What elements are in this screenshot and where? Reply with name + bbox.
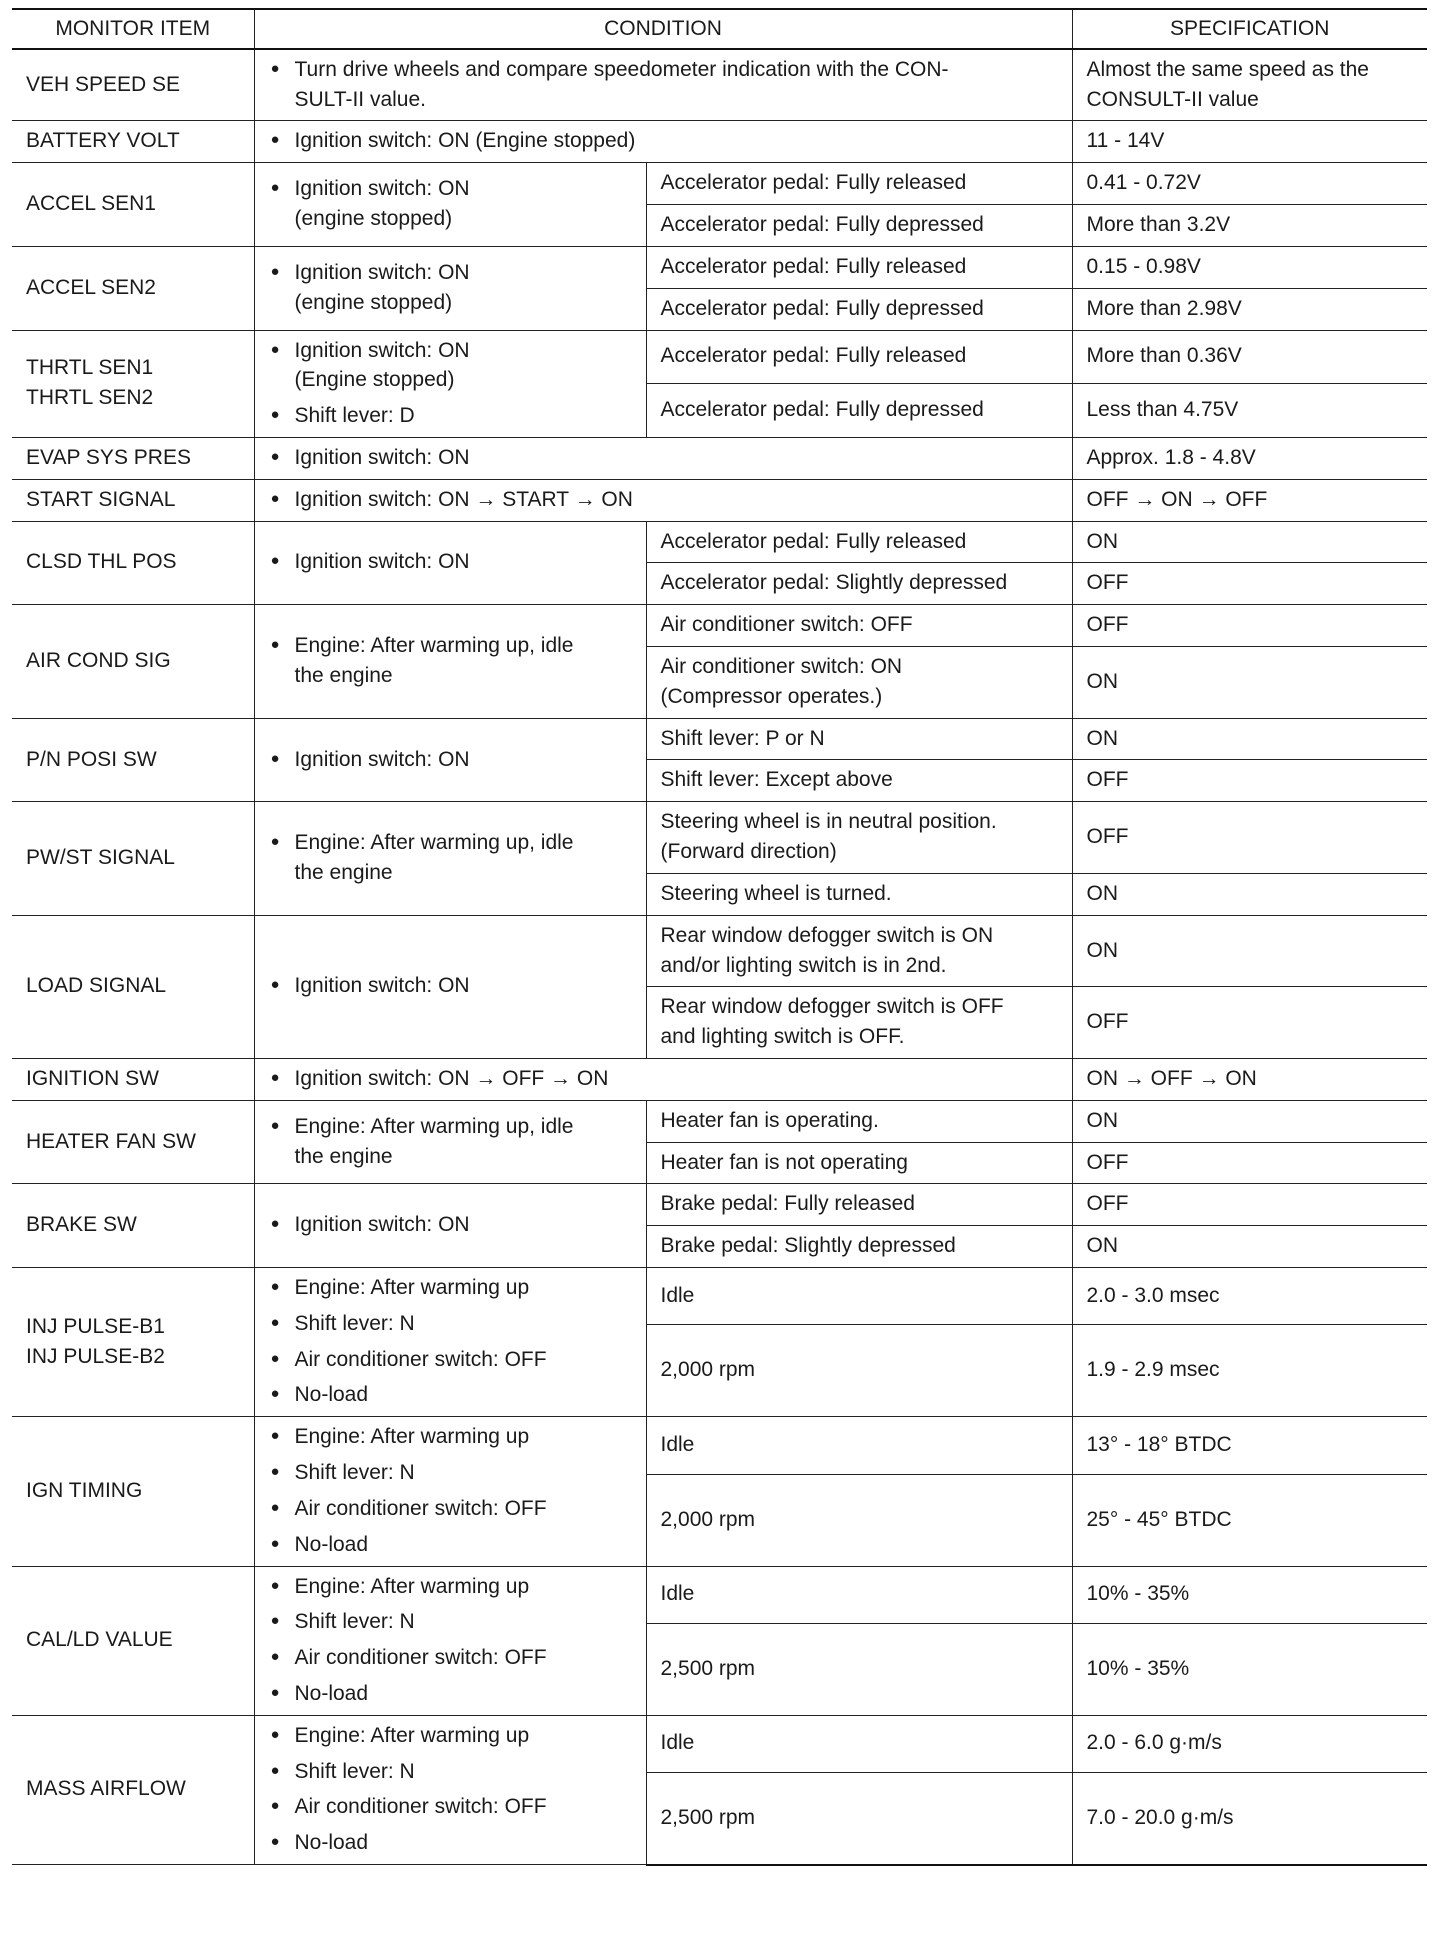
condition-cell xyxy=(254,121,1072,163)
sub-condition: Accelerator pedal: Fully depressed xyxy=(646,205,1072,247)
condition-cell xyxy=(254,437,1072,479)
condition-bullet: ● Air conditioner switch: OFF xyxy=(269,1345,632,1375)
condition-list xyxy=(269,174,632,234)
specification: ON xyxy=(1072,915,1427,987)
table-row xyxy=(12,521,1427,563)
condition-cell xyxy=(254,49,1072,121)
sub-condition: 2,000 rpm xyxy=(646,1325,1072,1417)
condition-cell xyxy=(254,163,646,247)
sub-condition: Brake pedal: Slightly depressed xyxy=(646,1226,1072,1268)
table-row xyxy=(12,605,1427,647)
condition-list xyxy=(269,336,632,431)
sub-condition: Heater fan is not operating xyxy=(646,1142,1072,1184)
monitor-item: CLSD THL POS xyxy=(12,521,254,605)
condition-list xyxy=(269,1112,632,1172)
condition-cell xyxy=(254,1184,646,1268)
condition-list xyxy=(269,485,1058,515)
sub-condition: Accelerator pedal: Slightly depressed xyxy=(646,563,1072,605)
specification: OFF xyxy=(1072,802,1427,874)
condition-bullet: ● Engine: After warming up xyxy=(269,1721,632,1751)
specification: ON xyxy=(1072,1100,1427,1142)
table-row xyxy=(12,1566,1427,1623)
sub-condition: Steering wheel is turned. xyxy=(646,873,1072,915)
condition-bullet: ● Ignition switch: ON (Engine stopped) xyxy=(269,126,1058,156)
condition-list xyxy=(269,828,632,888)
table-row xyxy=(12,330,1427,384)
condition-bullet: ● Shift lever: N xyxy=(269,1309,632,1339)
sub-condition: 2,500 rpm xyxy=(646,1772,1072,1865)
table-row xyxy=(12,1715,1427,1772)
condition-bullet: ● Ignition switch: ON xyxy=(269,971,632,1001)
condition-bullet: ● Ignition switch: ON xyxy=(269,443,1058,473)
condition-cell xyxy=(254,1100,646,1184)
specification: OFF → ON → OFF xyxy=(1072,479,1427,521)
sub-condition: Idle xyxy=(646,1715,1072,1772)
condition-bullet: ● Air conditioner switch: OFF xyxy=(269,1792,632,1822)
condition-bullet: ● No-load xyxy=(269,1828,632,1858)
condition-list xyxy=(269,1422,632,1559)
header-monitor-item: MONITOR ITEM xyxy=(12,9,254,49)
monitor-item: THRTL SEN1 THRTL SEN2 xyxy=(12,330,254,437)
specification: OFF xyxy=(1072,1142,1427,1184)
sub-condition: Shift lever: Except above xyxy=(646,760,1072,802)
condition-list xyxy=(269,55,1058,115)
sub-condition: Accelerator pedal: Fully depressed xyxy=(646,384,1072,438)
condition-cell xyxy=(254,1268,646,1417)
condition-bullet: ● Engine: After warming up, idle the engine xyxy=(269,828,632,888)
specification: 0.15 - 0.98V xyxy=(1072,246,1427,288)
monitor-item: LOAD SIGNAL xyxy=(12,915,254,1058)
specification: 25° - 45° BTDC xyxy=(1072,1474,1427,1566)
header-condition: CONDITION xyxy=(254,9,1072,49)
monitor-item: IGN TIMING xyxy=(12,1417,254,1566)
specification: ON xyxy=(1072,873,1427,915)
condition-bullet: ● Turn drive wheels and compare speedometer indication with the CON- SULT-II value. xyxy=(269,55,1058,115)
condition-bullet: ● Ignition switch: ON xyxy=(269,547,632,577)
condition-cell xyxy=(254,246,646,330)
sub-condition: Accelerator pedal: Fully depressed xyxy=(646,288,1072,330)
specification: ON xyxy=(1072,1226,1427,1268)
table-row xyxy=(12,718,1427,760)
specification: 0.41 - 0.72V xyxy=(1072,163,1427,205)
condition-bullet: ● Shift lever: N xyxy=(269,1757,632,1787)
table-row xyxy=(12,121,1427,163)
sub-condition: Idle xyxy=(646,1566,1072,1623)
specification: ON → OFF → ON xyxy=(1072,1058,1427,1100)
specification: ON xyxy=(1072,647,1427,719)
sub-condition: Heater fan is operating. xyxy=(646,1100,1072,1142)
table-row xyxy=(12,1184,1427,1226)
table-row xyxy=(12,1058,1427,1100)
table-body xyxy=(12,49,1427,1865)
monitor-item: AIR COND SIG xyxy=(12,605,254,718)
sub-condition: Air conditioner switch: OFF xyxy=(646,605,1072,647)
specification: 10% - 35% xyxy=(1072,1566,1427,1623)
condition-bullet: ● Ignition switch: ON (Engine stopped) xyxy=(269,336,632,396)
condition-cell xyxy=(254,330,646,437)
specification: Approx. 1.8 - 4.8V xyxy=(1072,437,1427,479)
monitor-item: VEH SPEED SE xyxy=(12,49,254,121)
condition-bullet: ● No-load xyxy=(269,1530,632,1560)
condition-bullet: ● No-load xyxy=(269,1679,632,1709)
table-row xyxy=(12,1100,1427,1142)
condition-list xyxy=(269,1273,632,1410)
sub-condition: Accelerator pedal: Fully released xyxy=(646,246,1072,288)
monitor-item: START SIGNAL xyxy=(12,479,254,521)
sub-condition: Rear window defogger switch is OFF and lighting switch is OFF. xyxy=(646,987,1072,1059)
condition-bullet: ● Ignition switch: ON → OFF → ON xyxy=(269,1064,1058,1094)
sub-condition: Brake pedal: Fully released xyxy=(646,1184,1072,1226)
sub-condition: Idle xyxy=(646,1268,1072,1325)
monitor-item: HEATER FAN SW xyxy=(12,1100,254,1184)
table-row xyxy=(12,1268,1427,1325)
condition-list xyxy=(269,1721,632,1858)
specification: ON xyxy=(1072,718,1427,760)
header-specification: SPECIFICATION xyxy=(1072,9,1427,49)
condition-list xyxy=(269,971,632,1001)
header-row xyxy=(12,9,1427,49)
condition-bullet: ● Engine: After warming up xyxy=(269,1572,632,1602)
condition-bullet: ● Shift lever: N xyxy=(269,1607,632,1637)
condition-cell xyxy=(254,1417,646,1566)
condition-bullet: ● No-load xyxy=(269,1380,632,1410)
table-row xyxy=(12,802,1427,874)
specification: OFF xyxy=(1072,987,1427,1059)
monitor-item: P/N POSI SW xyxy=(12,718,254,802)
condition-cell xyxy=(254,479,1072,521)
specification: Less than 4.75V xyxy=(1072,384,1427,438)
sub-condition: 2,000 rpm xyxy=(646,1474,1072,1566)
specification: OFF xyxy=(1072,760,1427,802)
specification: More than 0.36V xyxy=(1072,330,1427,384)
monitor-item: CAL/LD VALUE xyxy=(12,1566,254,1715)
sub-condition: 2,500 rpm xyxy=(646,1623,1072,1715)
condition-bullet: ● Engine: After warming up xyxy=(269,1273,632,1303)
condition-bullet: ● Shift lever: D xyxy=(269,401,632,431)
condition-list xyxy=(269,745,632,775)
condition-cell xyxy=(254,1566,646,1715)
condition-bullet: ● Air conditioner switch: OFF xyxy=(269,1494,632,1524)
sub-condition: Air conditioner switch: ON (Compressor operates.) xyxy=(646,647,1072,719)
condition-cell xyxy=(254,1715,646,1864)
monitor-item: ACCEL SEN1 xyxy=(12,163,254,247)
monitor-item: BATTERY VOLT xyxy=(12,121,254,163)
condition-bullet: ● Ignition switch: ON (engine stopped) xyxy=(269,258,632,318)
specification: 2.0 - 6.0 g·m/s xyxy=(1072,1715,1427,1772)
table-row xyxy=(12,49,1427,121)
condition-list xyxy=(269,631,632,691)
monitor-spec-table xyxy=(12,8,1427,1866)
condition-bullet: ● Engine: After warming up xyxy=(269,1422,632,1452)
specification: 7.0 - 20.0 g·m/s xyxy=(1072,1772,1427,1865)
table-row xyxy=(12,246,1427,288)
monitor-item: INJ PULSE-B1 INJ PULSE-B2 xyxy=(12,1268,254,1417)
condition-cell xyxy=(254,1058,1072,1100)
specification: 2.0 - 3.0 msec xyxy=(1072,1268,1427,1325)
sub-condition: Idle xyxy=(646,1417,1072,1474)
specification: ON xyxy=(1072,521,1427,563)
sub-condition: Accelerator pedal: Fully released xyxy=(646,330,1072,384)
condition-bullet: ● Ignition switch: ON (engine stopped) xyxy=(269,174,632,234)
condition-list xyxy=(269,258,632,318)
condition-list xyxy=(269,1572,632,1709)
specification: 13° - 18° BTDC xyxy=(1072,1417,1427,1474)
table-row xyxy=(12,163,1427,205)
specification: OFF xyxy=(1072,563,1427,605)
table-row xyxy=(12,437,1427,479)
specification: 1.9 - 2.9 msec xyxy=(1072,1325,1427,1417)
condition-bullet: ● Ignition switch: ON → START → ON xyxy=(269,485,1058,515)
condition-list xyxy=(269,126,1058,156)
condition-list xyxy=(269,547,632,577)
condition-cell xyxy=(254,605,646,718)
sub-condition: Rear window defogger switch is ON and/or lighting switch is in 2nd. xyxy=(646,915,1072,987)
condition-bullet: ● Shift lever: N xyxy=(269,1458,632,1488)
sub-condition: Steering wheel is in neutral position. (Forward direction) xyxy=(646,802,1072,874)
condition-bullet: ● Ignition switch: ON xyxy=(269,745,632,775)
specification: 11 - 14V xyxy=(1072,121,1427,163)
condition-bullet: ● Engine: After warming up, idle the engine xyxy=(269,1112,632,1172)
specification: Almost the same speed as the CONSULT-II value xyxy=(1072,49,1427,121)
sub-condition: Shift lever: P or N xyxy=(646,718,1072,760)
monitor-item: PW/ST SIGNAL xyxy=(12,802,254,915)
condition-cell xyxy=(254,718,646,802)
monitor-item: MASS AIRFLOW xyxy=(12,1715,254,1864)
specification: More than 3.2V xyxy=(1072,205,1427,247)
specification: More than 2.98V xyxy=(1072,288,1427,330)
condition-cell xyxy=(254,802,646,915)
condition-list xyxy=(269,1064,1058,1094)
condition-bullet: ● Air conditioner switch: OFF xyxy=(269,1643,632,1673)
specification: 10% - 35% xyxy=(1072,1623,1427,1715)
table-row xyxy=(12,915,1427,987)
table-row xyxy=(12,479,1427,521)
condition-cell xyxy=(254,915,646,1058)
condition-list xyxy=(269,1210,632,1240)
table-row xyxy=(12,1417,1427,1474)
condition-bullet: ● Engine: After warming up, idle the engine xyxy=(269,631,632,691)
sub-condition: Accelerator pedal: Fully released xyxy=(646,163,1072,205)
monitor-item: BRAKE SW xyxy=(12,1184,254,1268)
condition-bullet: ● Ignition switch: ON xyxy=(269,1210,632,1240)
specification: OFF xyxy=(1072,605,1427,647)
monitor-item: IGNITION SW xyxy=(12,1058,254,1100)
monitor-item: EVAP SYS PRES xyxy=(12,437,254,479)
condition-cell xyxy=(254,521,646,605)
sub-condition: Accelerator pedal: Fully released xyxy=(646,521,1072,563)
monitor-item: ACCEL SEN2 xyxy=(12,246,254,330)
condition-list xyxy=(269,443,1058,473)
specification: OFF xyxy=(1072,1184,1427,1226)
